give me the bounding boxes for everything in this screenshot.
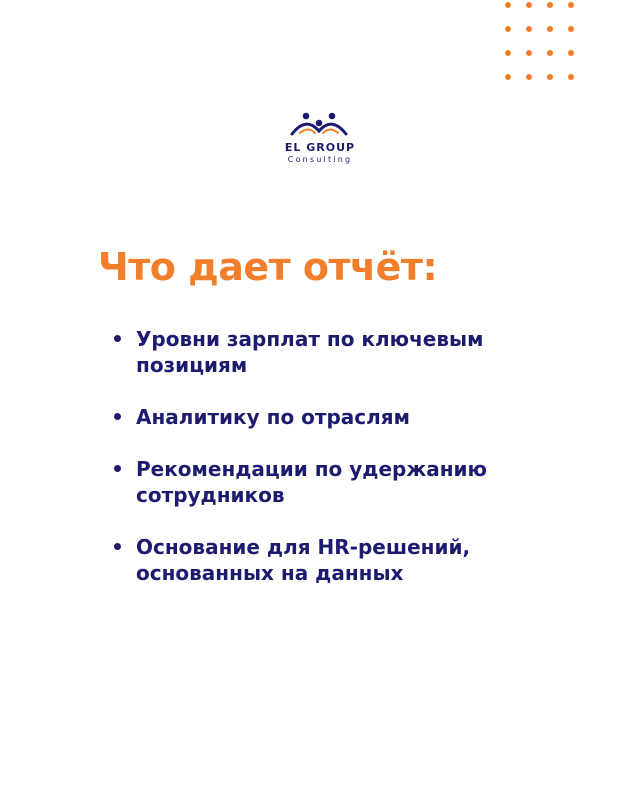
dot-icon xyxy=(568,50,574,56)
dot-icon xyxy=(526,26,532,32)
dot-icon xyxy=(568,26,574,32)
company-logo xyxy=(268,112,372,166)
page-title: Что дает отчёт: xyxy=(98,245,438,289)
bullet-icon xyxy=(114,335,121,342)
benefits-list xyxy=(112,326,552,612)
list-item-text: Рекомендации по удержанию сотрудников xyxy=(136,457,487,507)
dot-icon xyxy=(526,74,532,80)
people-arch-logo-icon xyxy=(290,112,348,138)
dot-icon xyxy=(505,26,511,32)
dot-icon xyxy=(505,2,511,8)
dot-icon xyxy=(547,2,553,8)
list-item xyxy=(112,456,552,508)
bullet-icon xyxy=(114,465,121,472)
list-item-text: Аналитику по отраслям xyxy=(136,405,410,429)
list-item xyxy=(112,326,552,378)
dot-icon xyxy=(505,74,511,80)
dot-grid-icon xyxy=(500,0,590,90)
dot-icon xyxy=(568,2,574,8)
dot-icon xyxy=(526,50,532,56)
dot-icon xyxy=(547,26,553,32)
dot-icon xyxy=(505,50,511,56)
brand-name: EL GROUP xyxy=(284,141,356,154)
list-item xyxy=(112,404,552,430)
bullet-icon xyxy=(114,543,121,550)
list-item-text: Уровни зарплат по ключевым позициям xyxy=(136,327,484,377)
dot-icon xyxy=(547,74,553,80)
list-item-text: Основание для HR-решений, основанных на данных xyxy=(136,535,471,585)
bullet-icon xyxy=(114,413,121,420)
dot-icon xyxy=(547,50,553,56)
dot-icon xyxy=(568,74,574,80)
brand-subtitle: Consulting xyxy=(287,155,353,164)
dot-icon xyxy=(526,2,532,8)
list-item xyxy=(112,534,552,586)
